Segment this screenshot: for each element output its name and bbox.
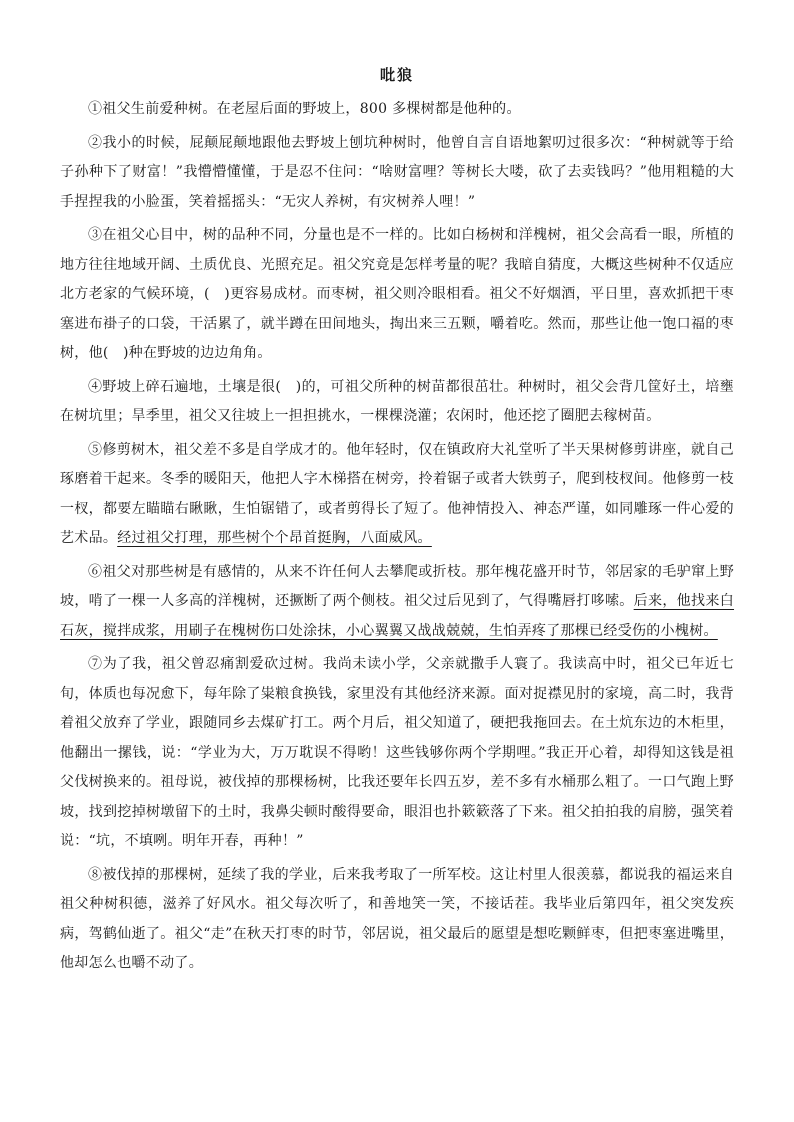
paragraph-4-text: ④野坡上碎石遍地，土壤是很( )的，可祖父所种的树苗都很茁壮。种树时，祖父会背几筐好土，培壅在树坑里；旱季里，祖父又往坡上一担担挑水，一棵棵浇灌；农闲时，他还挖了圈肥去稼树苗。 — [60, 378, 734, 424]
document-title: 吡狼 — [379, 66, 414, 84]
paragraph-5-text: ⑤修剪树木，祖父差不多是自学成才的。他年轻时，仅在镇政府大礼堂听了半天果树修剪讲座，就自己琢磨着干起来。冬季的暖阳天，他把人字木梯搭在树旁，拎着锯子或者大铁剪子，爬到枝杈间。他修剪一枝一杈，都要左瞄瞄右瞅瞅，生怕锯错了，或者剪得长了短了。他神情投入、神态严谨，如同雕琢一件心爱的艺术品。 — [60, 441, 734, 546]
paragraph-3-text: ③在祖父心目中，树的品种不同，分量也是不一样的。比如白杨树和洋槐树，祖父会高看一眼，所植的地方往往地域开阔、土质优良、光照充足。祖父究竟是怎样考量的呢？我暗自猜度，大概这些树种不仅适应北方老家的气候环境，( )更容易成材。而枣树，祖父则冷眼相看。祖父不好烟酒，平日里，喜欢抓把干枣塞进布褂子的口袋，干活累了，就半蹲在田间地头，掏出来三五颗，嚼着吃。然而，那些让他一饱口福的枣树，他( )种在野坡的边边角角。 — [60, 227, 734, 361]
paragraph-6-text: ⑥祖父对那些树是有感情的，从来不许任何人去攀爬或折枝。那年槐花盛开时节，邻居家的毛驴窜上野坡，啃了一棵一人多高的洋槐树，还撅断了两个侧枝。祖父过后见到了，气得嘴唇打哆嗦。 — [60, 563, 734, 609]
paragraph-6 — [60, 558, 734, 647]
document-page — [60, 64, 734, 983]
paragraph-8 — [60, 861, 734, 979]
paragraph-5 — [60, 436, 734, 554]
paragraph-1-text: ①祖父生前爱种树。在老屋后面的野坡上，800 多棵树都是他种的。 — [88, 101, 521, 117]
paragraph-7-text: ⑦为了我，祖父曾忍痛割爱砍过树。我尚未读小学，父亲就撒手人寰了。我读高中时，祖父已年近七旬，体质也每况愈下，每年除了粜粮食换钱，家里没有其他经济来源。面对捉襟见肘的家境，高二时，我背着祖父放弃了学业，跟随同乡去煤矿打工。两个月后，祖父知道了，硬把我拖回去。在土炕东边的木柜里，他翻出一摞钱，说：“学业为大，万万耽误不得哟！这些钱够你两个学期哩。”我正开心着，却得知这钱是祖父伐树换来的。祖母说，被伐掉的那棵杨树，比我还要年长四五岁，差不多有水桶那么粗了。一口气跑上野坡，找到挖掉树墩留下的土时，我鼻尖顿时酸得要命，眼泪也扑簌簌落了下来。祖父拍拍我的肩膀，强笑着说：“坑，不填咧。明年开春，再种！” — [60, 656, 734, 849]
paragraph-8-text: ⑧被伐掉的那棵树，延续了我的学业，后来我考取了一所军校。这让村里人很羡慕，都说我的福运来自祖父种树积德，滋养了好风水。祖父每次听了，和善地笑一笑，不接话茬。我毕业后第四年，祖父突发疾病，驾鹤仙逝了。祖父“走”在秋天打枣的时节，邻居说，祖父最后的愿望是想吃颗鲜枣，但把枣塞进嘴里，他却怎么也嚼不动了。 — [60, 866, 734, 971]
paragraph-2 — [60, 129, 734, 218]
paragraph-2-text: ②我小的时候，屁颠屁颠地跟他去野坡上刨坑种树时，他曾自言自语地絮叨过很多次：“种树就等于给子孙种下了财富！”我懵懵懂懂，于是忍不住问：“啥财富哩？等树长大喽，砍了去卖钱吗？”他用粗糙的大手捏捏我的小脸蛋，笑着摇摇头：“无灾人养树，有灾树养人哩！” — [60, 134, 734, 210]
paragraph-5-underlined-sentence: 经过祖父打理，那些树个个昂首挺胸，八面威风。 — [117, 530, 432, 546]
paragraph-3 — [60, 221, 734, 369]
paragraph-7 — [60, 650, 734, 857]
paragraph-4 — [60, 373, 734, 432]
paragraph-6-underlined-sentence: 后来，他找来白石灰，搅拌成浆，用刷子在槐树伤口处涂抹，小心翼翼又战战兢兢，生怕弄疼了那棵已经受伤的小槐树。 — [60, 593, 735, 639]
paragraph-1 — [60, 95, 734, 125]
